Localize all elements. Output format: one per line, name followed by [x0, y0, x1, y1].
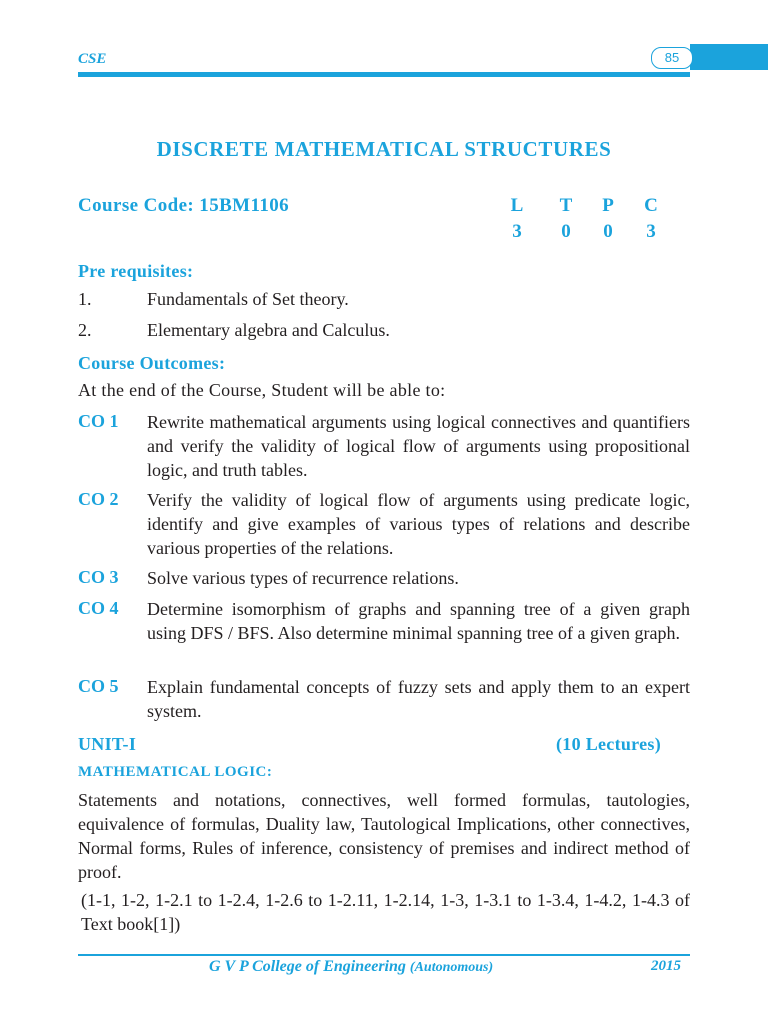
co-label: CO 2 — [78, 489, 119, 509]
page-title: DISCRETE MATHEMATICAL STRUCTURES — [156, 137, 612, 161]
ltpc-header-c: C — [644, 195, 658, 216]
ltpc-header-t: T — [559, 195, 573, 216]
co-text: Verify the validity of logical flow of arguments using predicate logic, identify and give examples of various types of relations and describe various properties of the relations. — [147, 490, 690, 558]
unit-body: Statements and notations, connectives, well formed formulas, tautologies, equivalence of formulas, Duality law, Tautological Implications, other connectives, Normal forms, Rules of inference, consistency of premises and indirect method of proof. — [78, 790, 690, 882]
co-text: Determine isomorphism of graphs and spanning tree of a given graph using DFS / BFS. Also determine minimal spanning tree of a given graph. — [147, 599, 690, 643]
footer-year: 2015 — [651, 958, 681, 974]
course-code: Course Code: 15BM1106 — [78, 195, 290, 216]
header-tab — [690, 44, 768, 70]
co-text: Rewrite mathematical arguments using logical connectives and quantifiers and verify the validity of logical flow of arguments using propositional logic, and truth tables. — [147, 412, 690, 480]
prerequisite-text: Elementary algebra and Calculus. — [147, 320, 390, 340]
ltpc-value-p: 0 — [603, 221, 613, 242]
co-label: CO 5 — [78, 676, 119, 696]
footer-college — [209, 958, 493, 976]
unit-subheading: MATHEMATICAL LOGIC: — [78, 764, 273, 780]
footer-rule — [78, 954, 690, 956]
co-text: Explain fundamental concepts of fuzzy sets and apply them to an expert system. — [147, 677, 690, 721]
prerequisite-number: 1. — [78, 289, 92, 309]
ltpc-value-t: 0 — [561, 221, 571, 242]
unit-lectures: (10 Lectures) — [556, 734, 662, 754]
prerequisites-heading: Pre requisites: — [78, 261, 194, 281]
ltpc-header-l: L — [510, 195, 524, 216]
course-outcomes-heading: Course Outcomes: — [78, 353, 226, 373]
footer-autonomous: (Autonomous) — [409, 960, 494, 975]
co-label: CO 1 — [78, 411, 119, 431]
course-outcomes-intro: At the end of the Course, Student will be able to: — [78, 380, 446, 400]
ltpc-header-p: P — [602, 195, 614, 216]
unit-references: (1-1, 1-2, 1-2.1 to 1-2.4, 1-2.6 to 1-2.11, 1-2.14, 1-3, 1-3.1 to 1-3.4, 1-4.2, 1-4.3 of Text book[1]) — [81, 890, 690, 934]
unit-title: UNIT-I — [78, 734, 137, 754]
header-dept-label: CSE — [78, 51, 107, 67]
ltpc-value-c: 3 — [646, 221, 656, 242]
footer-college-name: G V P College of Engineering — [209, 958, 406, 975]
prerequisite-number: 2. — [78, 320, 92, 340]
prerequisite-text: Fundamentals of Set theory. — [147, 289, 349, 309]
co-label: CO 4 — [78, 598, 119, 618]
co-label: CO 3 — [78, 567, 119, 587]
header-rule — [78, 72, 690, 77]
co-text: Solve various types of recurrence relations. — [147, 568, 459, 588]
ltpc-value-l: 3 — [512, 221, 522, 242]
page-number-badge: 85 — [651, 47, 693, 69]
